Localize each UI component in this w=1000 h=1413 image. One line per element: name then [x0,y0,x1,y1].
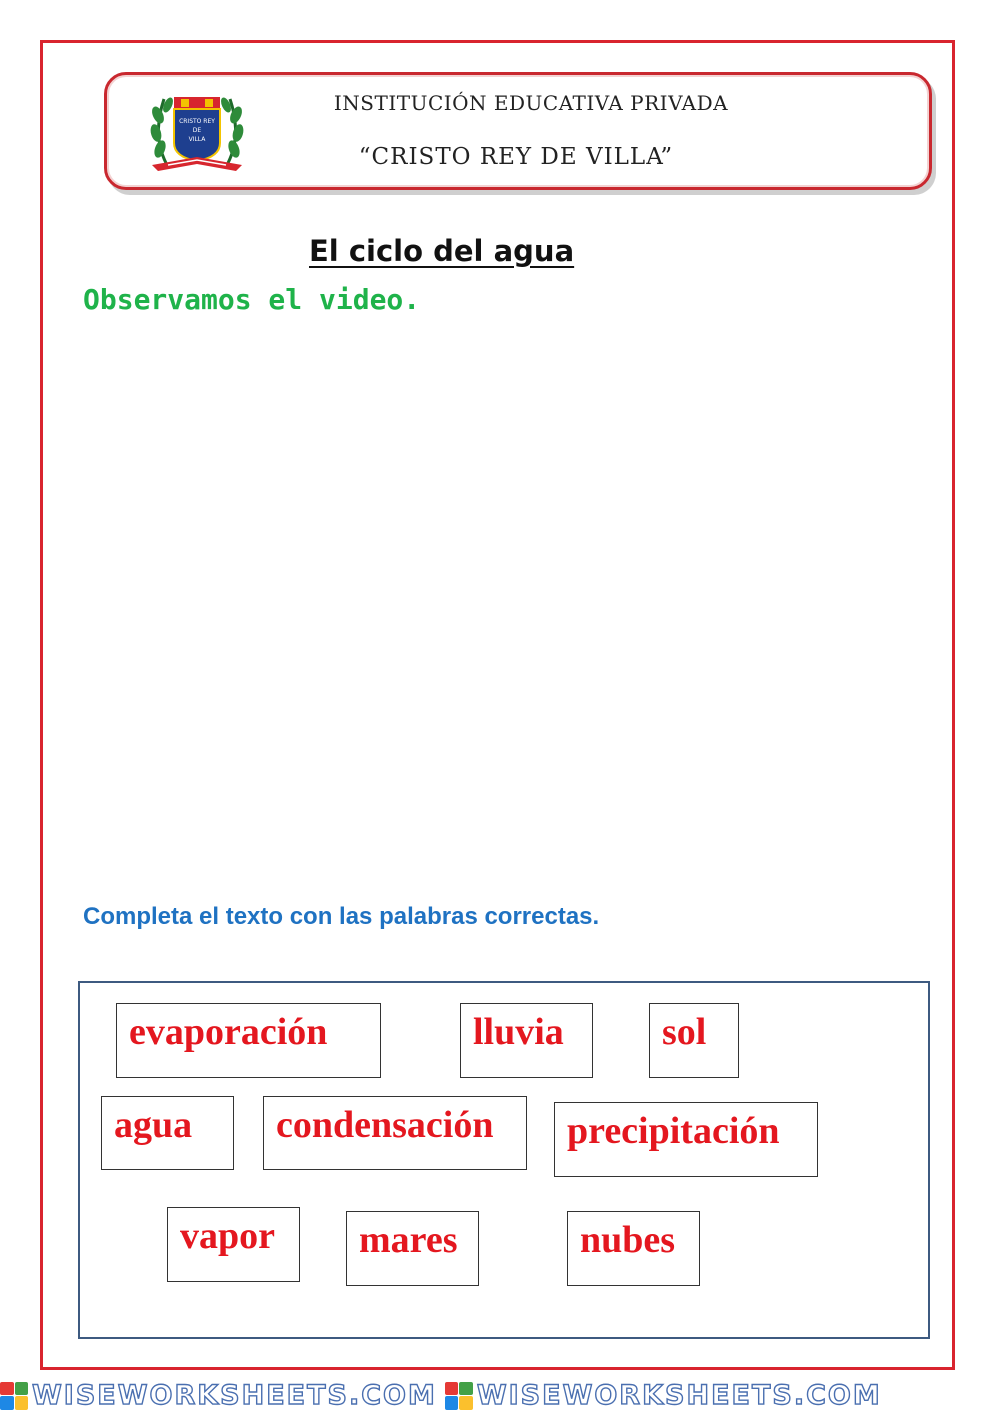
wiseworksheets-logo-icon [445,1382,473,1410]
school-crest-icon [148,85,246,177]
crest-text-line2: DE [192,127,202,134]
word-label: precipitación [567,1110,780,1152]
word-card-agua[interactable] [101,1096,234,1170]
watermark-2 [445,1380,882,1411]
word-card-nubes[interactable] [567,1211,700,1286]
word-label: sol [662,1011,707,1053]
page-title: El ciclo del agua [309,234,575,268]
word-label: vapor [180,1215,275,1257]
word-card-mares[interactable] [346,1211,479,1286]
school-name: “CRISTO REY DE VILLA” [358,144,674,170]
watermark-text: WISEWORKSHEETS.COM [476,1380,882,1411]
word-label: evaporación [129,1011,328,1053]
word-label: mares [359,1219,458,1261]
watermark-text: WISEWORKSHEETS.COM [32,1380,437,1411]
word-card-vapor[interactable] [167,1207,300,1282]
word-label: condensación [276,1104,494,1146]
complete-instruction: Completa el texto con las palabras correctas. [83,903,600,930]
institution-type: INSTITUCIÓN EDUCATIVA PRIVADA [333,91,729,115]
word-card-lluvia[interactable] [460,1003,593,1078]
word-label: agua [114,1104,193,1146]
word-card-precipitacion[interactable] [554,1102,818,1177]
video-instruction: Observamos el video. [83,283,421,316]
crest-text-line1: CRISTO REY [179,118,215,125]
word-label: nubes [580,1219,676,1261]
wiseworksheets-logo-icon [0,1382,28,1410]
watermark-1 [0,1380,437,1411]
word-label: lluvia [473,1011,564,1053]
word-card-condensacion[interactable] [263,1096,527,1170]
word-card-evaporacion[interactable] [116,1003,381,1078]
crest-text-line3: VILLA [188,136,206,143]
word-card-sol[interactable] [649,1003,739,1078]
watermark-footer [0,1378,1000,1413]
